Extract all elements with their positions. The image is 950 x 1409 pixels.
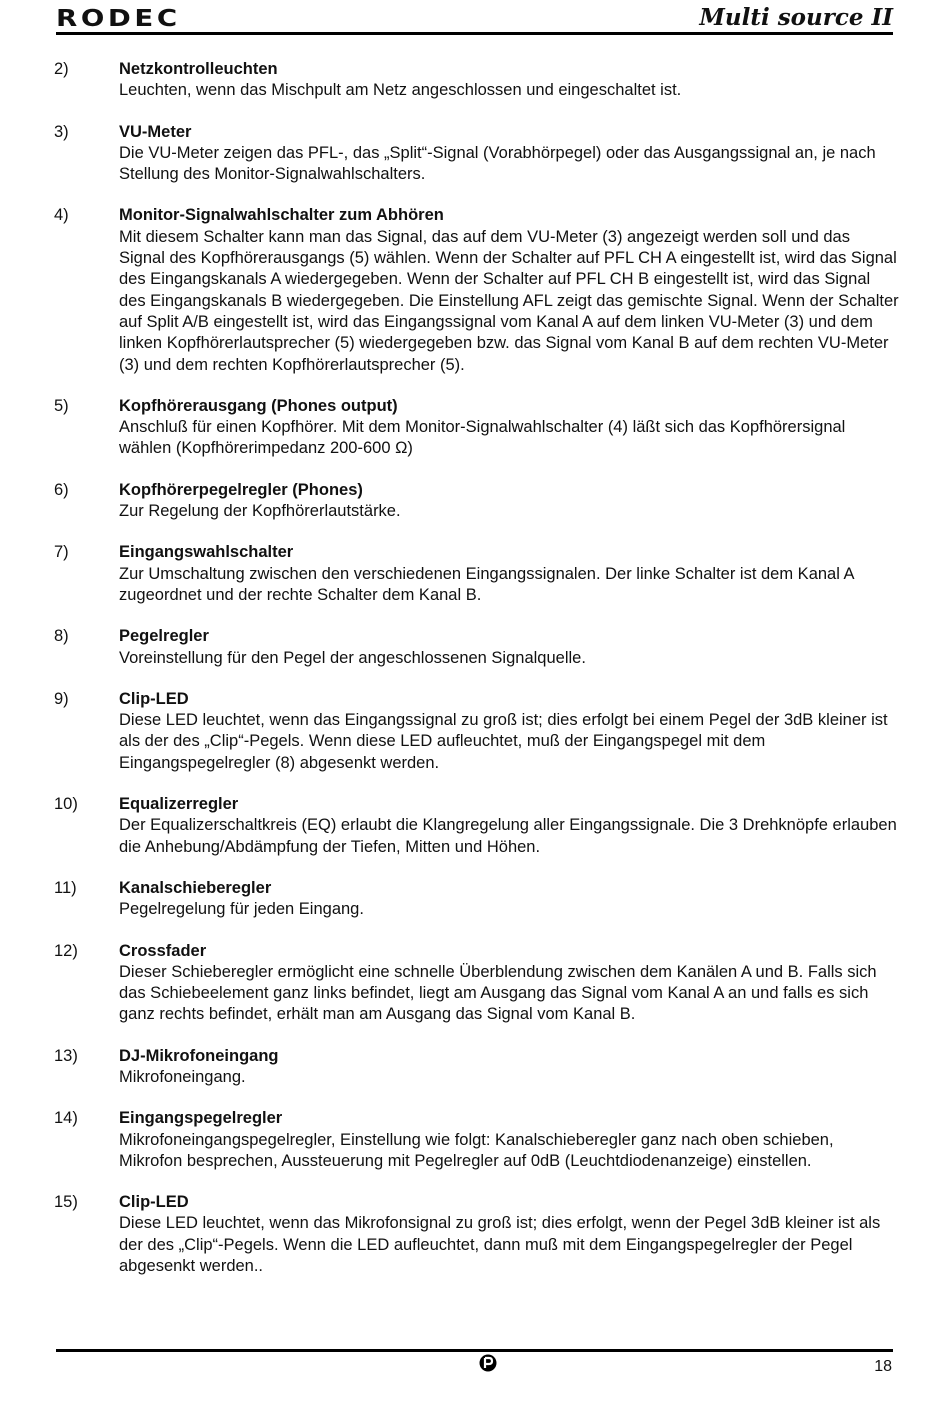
item-title: Clip-LED — [119, 689, 189, 708]
item-body — [119, 794, 899, 858]
footer-divider — [56, 1349, 893, 1352]
item-title: Clip-LED — [119, 1193, 189, 1212]
item-title: Eingangswahlschalter — [119, 543, 294, 562]
item-number: 6) — [54, 480, 69, 499]
item-text: Mikrofoneingangspegelregler, Einstellung wie folgt: Kanalschieberegler ganz nach oben schieben, Mikrofon besprechen, Aussteuerung mit Pegelregler auf 0dB (Leuchtdiodenanzeige) einstellen. — [119, 1130, 834, 1170]
item-text: Dieser Schieberegler ermöglicht eine schnelle Überblendung zwischen dem Kanälen A und B. Falls sich das Schiebeelement ganz links befindet, liegt am Ausgang das Signal vom Kanal A an und falls es sich ganz rechts befindet, erhält man am Ausgang das Signal vom Kanal B. — [119, 962, 877, 1024]
item-number: 9) — [54, 689, 69, 708]
item-body — [119, 480, 899, 523]
item-text: Mikrofoneingang. — [119, 1067, 246, 1086]
item-title: Kanalschieberegler — [119, 878, 272, 897]
item-text: Leuchten, wenn das Mischpult am Netz angeschlossen und eingeschaltet ist. — [119, 81, 682, 100]
item-text: Diese LED leuchtet, wenn das Eingangssignal zu groß ist; dies erfolgt bei einem Pegel der 3dB kleiner ist als der des „Clip“-Pegels. Wenn diese LED aufleuchtet, muß der Eingangspegel mit dem Eingangspegelregler (8) abgesenkt werden. — [119, 711, 888, 772]
list-item — [54, 626, 899, 669]
item-title: VU-Meter — [119, 122, 192, 141]
list-item — [54, 878, 899, 921]
item-title: Equalizerregler — [119, 795, 239, 814]
list-item — [54, 205, 899, 375]
list-item — [54, 1108, 899, 1172]
item-body — [119, 626, 899, 669]
list-item — [54, 689, 899, 774]
list-item — [54, 480, 899, 523]
model-name: Multi source II — [699, 4, 893, 31]
item-title: Eingangspegelregler — [119, 1109, 283, 1128]
item-number: 4) — [54, 206, 69, 225]
item-body — [119, 1192, 899, 1277]
item-number: 8) — [54, 627, 69, 646]
list-item — [54, 396, 899, 460]
item-text: Die VU-Meter zeigen das PFL-, das „Split“-Signal (Vorabhörpegel) oder das Ausgangssignal an, je nach Stellung des Monitor-Signalwahlschalters. — [119, 143, 876, 184]
item-body — [119, 205, 899, 375]
page-header — [56, 4, 893, 35]
manual-content — [54, 59, 899, 1297]
item-text: Zur Umschaltung zwischen den verschiedenen Eingangssignalen. Der linke Schalter ist dem Kanal A zugeordnet und der rechte Schalter dem Kanal B. — [119, 564, 854, 604]
list-item — [54, 941, 899, 1026]
item-body — [119, 941, 899, 1026]
page-number: 18 — [874, 1358, 892, 1375]
item-body — [119, 396, 899, 460]
list-item — [54, 1192, 899, 1277]
item-number: 14) — [54, 1109, 78, 1128]
item-number: 10) — [54, 795, 78, 814]
item-number: 12) — [54, 941, 78, 960]
item-text: Mit diesem Schalter kann man das Signal, das auf dem VU-Meter (3) angezeigt werden soll und das Signal des Kopfhörerausgangs (5) wählen. Wenn der Schalter auf PFL CH A eingestellt ist, wird das Signal des Eingangskanals A wiedergegeben. Wenn der Schalter auf PFL CH B eingestellt ist, wird das Signal des Eingangskanals B wiedergegeben. Die Einstellung AFL zeigt das gemischte Signal. Wenn der Schalter auf Split A/B eingestellt ist, wird das Eingangssignal vom Kanal A auf dem linken VU-Meter (3) und dem linken Kopfhörerlautsprecher (5) wiedergegeben bzw. das Signal vom Kanal B auf dem rechten VU-Meter (3) und dem rechten Kopfhörerlautsprecher (5). — [119, 227, 899, 374]
list-item — [54, 794, 899, 858]
item-body — [119, 542, 899, 606]
item-title: Crossfader — [119, 941, 207, 960]
item-number: 3) — [54, 122, 69, 141]
item-number: 7) — [54, 543, 69, 562]
item-body — [119, 59, 899, 102]
list-item — [54, 542, 899, 606]
rodec-logo-icon — [478, 1353, 498, 1373]
item-text: Voreinstellung für den Pegel der angeschlossenen Signalquelle. — [119, 648, 586, 667]
item-title: Pegelregler — [119, 627, 209, 646]
item-title: Netzkontrolleuchten — [119, 60, 278, 78]
item-number: 5) — [54, 396, 69, 415]
item-text: Diese LED leuchtet, wenn das Mikrofonsignal zu groß ist; dies erfolgt, wenn der Pegel 3dB kleiner ist als der des „Clip“-Pegels. Wenn die LED aufleuchtet, dann muß mit dem Eingangspegelregler der Pegel abgesenkt werden.. — [119, 1214, 881, 1276]
item-title: Kopfhörerpegelregler (Phones) — [119, 480, 363, 499]
brand-logo: RODEC — [56, 6, 181, 32]
item-number: 2) — [54, 60, 69, 78]
item-text: Anschluß für einen Kopfhörer. Mit dem Monitor-Signalwahlschalter (4) läßt sich das Kopfhörersignal wählen (Kopfhörerimpedanz 200-600 Ω) — [119, 418, 846, 458]
item-body — [119, 878, 899, 921]
item-title: Kopfhörerausgang (Phones output) — [119, 396, 398, 415]
list-item — [54, 122, 899, 186]
list-item — [54, 59, 899, 102]
item-body — [119, 1108, 899, 1172]
item-number: 11) — [54, 878, 77, 897]
list-item — [54, 1046, 899, 1089]
item-number: 13) — [54, 1046, 78, 1065]
item-text: Zur Regelung der Kopfhörerlautstärke. — [119, 502, 401, 521]
item-title: Monitor-Signalwahlschalter zum Abhören — [119, 206, 444, 225]
item-body — [119, 1046, 899, 1089]
item-text: Pegelregelung für jeden Eingang. — [119, 900, 364, 919]
item-body — [119, 689, 899, 774]
item-body — [119, 122, 899, 186]
item-list — [54, 59, 899, 1277]
item-text: Der Equalizerschaltkreis (EQ) erlaubt die Klangregelung aller Eingangssignale. Die 3 Drehknöpfe erlauben die Anhebung/Abdämpfung der Tiefen, Mitten und Höhen. — [119, 816, 897, 856]
item-title: DJ-Mikrofoneingang — [119, 1046, 279, 1065]
item-number: 15) — [54, 1193, 78, 1212]
